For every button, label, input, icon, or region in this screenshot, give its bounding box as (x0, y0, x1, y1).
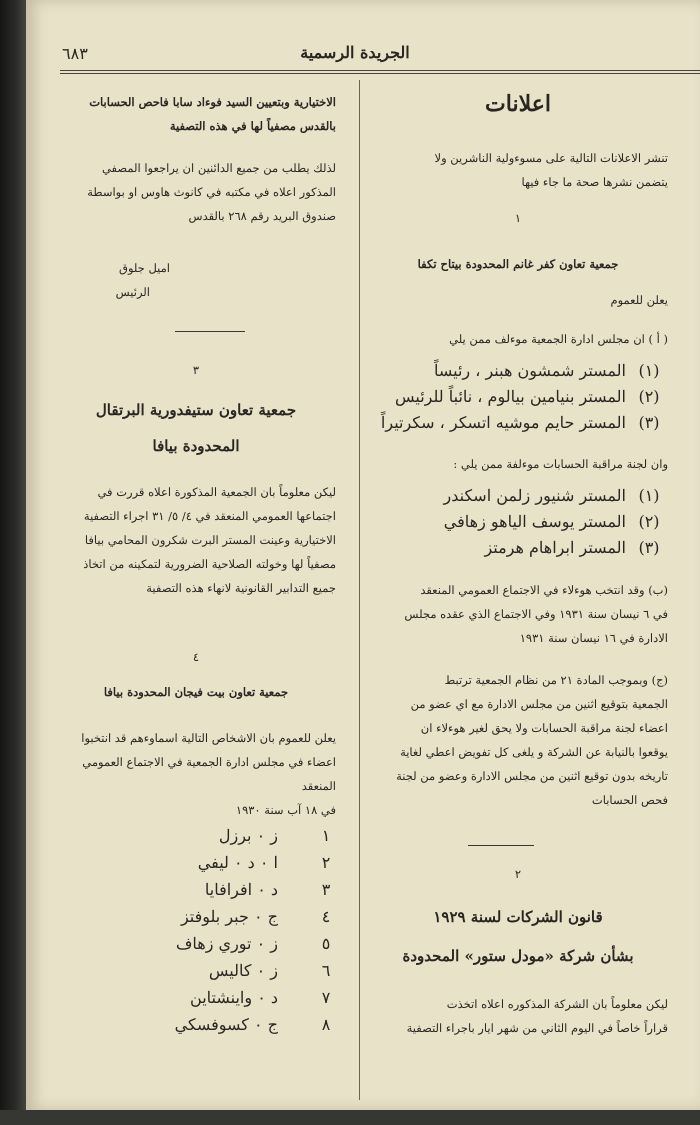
notice-1-number: ١ (514, 211, 522, 225)
item-name: ج ٠ جبر بلوفتز (180, 907, 278, 926)
notice-2-text (368, 992, 668, 1040)
notice-1-heading: جمعية تعاون كفر غانم المحدودة بيتاح تكفا (417, 257, 619, 271)
notice-1-announce: يعلن للعموم (610, 293, 668, 307)
paragraph-line: (ب) وقد انتخب هوءلاء في الاجتماع العمومي المنعقد (420, 583, 668, 597)
paragraph-line: يعلن للعموم بان الاشخاص التالية اسماوءهم قد انتخبوا (81, 731, 336, 745)
paragraph-line: مصفياً لها وخولته الصلاحية الضرورية لتمكينه من اتخاذ (83, 557, 336, 571)
paragraph-line: جميع التدابير القانونية لانهاء هذه التصفية (146, 581, 336, 595)
item-name: المستر شمشون هبنر ، رئيساً (433, 361, 626, 380)
paragraph-line: فحص الحسابات (591, 793, 668, 807)
item-name: ج ٠ كسوفسكي (174, 1015, 278, 1034)
item-number: ٨ (321, 1015, 331, 1034)
notice-2-law: قانون الشركات لسنة ١٩٢٩ (433, 908, 603, 926)
signature-name: اميل جلوق (119, 261, 170, 275)
item-name: ا ٠ د ٠ ليفي (197, 853, 278, 872)
list-item (362, 486, 662, 512)
notice-2-number: ٢ (514, 867, 522, 881)
item-number: ٧ (321, 988, 331, 1007)
notice-3-number: ٣ (192, 363, 200, 377)
list-item (362, 413, 662, 439)
item-number: ٣ (321, 880, 331, 899)
notice-4-number: ٤ (192, 650, 200, 664)
notice-1-board-intro: ( أ ) ان مجلس ادارة الجمعية موءلف ممن يلي (449, 332, 668, 346)
list-item (362, 361, 662, 387)
intro-line-1: تنشر الاعلانات التالية على مسوءولية الناشرين ولا (434, 151, 668, 165)
gazette-title: الجريدة الرسمية (300, 43, 410, 62)
list-item (56, 907, 336, 934)
audit-list (362, 486, 662, 564)
item-name: د ٠ افرافايا (204, 880, 278, 899)
paragraph-line: الجمعية بتوقيع اثنين من مجلس الادارة مع اي عضو من (410, 697, 668, 711)
paragraph-line: الادارة في ١٦ نيسان سنة ١٩٣١ (519, 631, 668, 645)
item-name: ز ٠ كاليس (208, 961, 278, 980)
paragraph-line: (ج) وبموجب المادة ٢١ من نظام الجمعية ترتبط (444, 673, 668, 687)
paragraph-line: اجتماعها العمومي المنعقد في ٤/ ٥/ ٣١ اجراء التصفية (83, 509, 336, 523)
item-name: ز ٠ توري زهاف (175, 934, 278, 953)
continuation-paragraph (56, 90, 336, 138)
signature-title: الرئيس (115, 285, 150, 299)
paragraph-line: اعضاء في مجلس ادارة الجمعية في الاجتماع العمومي المنعقد (82, 755, 336, 793)
audit-intro: وان لجنة مراقبة الحسابات موءلفة ممن يلي : (453, 457, 668, 471)
item-number: ٦ (321, 961, 331, 980)
notice-4-text (56, 726, 336, 822)
list-item (362, 387, 662, 413)
paragraph-line: بالقدس مصفياً لها في هذه التصفية (169, 119, 336, 133)
notice-3-heading-line-2: المحدودة بيافا (152, 437, 240, 455)
notice-3-heading-line-1: جمعية تعاون ستيفدورية البرتقال (95, 401, 297, 419)
item-number: ٢ (321, 853, 331, 872)
item-name: المستر ابراهام هرمتز (484, 538, 626, 557)
page-number: ٦٨٣ (62, 44, 88, 63)
scan-binding-edge (0, 0, 26, 1125)
item-number: ١ (321, 826, 331, 845)
paragraph-line: في ١٨ آب سنة ١٩٣٠ (235, 803, 336, 817)
paragraph-line: صندوق البريد رقم ٢٦٨ بالقدس (188, 209, 336, 223)
paragraph-line: قراراً خاصاً في اليوم الثاني من شهر ايار باجراء التصفية (406, 1021, 668, 1035)
intro-line-2: يتضمن نشرها صحة ما جاء فيها (521, 175, 668, 189)
notice-2-heading: بشأن شركة «مودل ستور» المحدودة (402, 947, 634, 965)
item-number: ٥ (321, 934, 331, 953)
paragraph-line: اعضاء لجنة مراقبة الحسابات ولا يحق لغير هوءلاء ان (420, 721, 668, 735)
item-name: المستر شنيور زلمن اسكندر (443, 486, 626, 505)
item-name: المستر حايم موشيه اتسكر ، سكرتيراً (380, 413, 626, 432)
header-rule-second (60, 73, 700, 74)
paragraph-line: لذلك يطلب من جميع الدائنين ان يراجعوا المصفي (101, 161, 336, 175)
paragraph-b (368, 578, 668, 650)
creditors-paragraph (56, 156, 336, 228)
item-number: (١) (638, 486, 660, 505)
item-name: ز ٠ برزل (218, 826, 278, 845)
list-item (56, 853, 336, 880)
paragraph-line: في ٦ نيسان سنة ١٩٣١ وفي الاجتماع الذي عقده مجلس (404, 607, 668, 621)
list-item (56, 961, 336, 988)
item-number: (٢) (638, 387, 660, 406)
section-separator (468, 845, 534, 846)
paragraph-line: المذكور اعلاه في مكتبه في كانوث هاوس او بواسطة (87, 185, 336, 199)
board-list (362, 361, 662, 439)
notice-3-text (56, 480, 336, 600)
item-number: (٣) (638, 413, 660, 432)
item-number: (٢) (638, 512, 660, 531)
list-item (56, 826, 336, 853)
item-name: المستر بنيامين بيالوم ، نائباً للرئيس (394, 387, 626, 406)
members-list (56, 826, 336, 1042)
list-item (56, 1015, 336, 1042)
list-item (56, 934, 336, 961)
item-name: د ٠ واينشتاين (190, 988, 278, 1007)
item-name: المستر يوسف الياهو زهافي (443, 512, 626, 531)
list-item (56, 880, 336, 907)
paragraph-c (368, 668, 668, 812)
paragraph-line: الاختيارية وبتعيين السيد فوءاد سابا فاحص الحسابات (89, 95, 336, 109)
paragraph-line: تاريخه بدون توقيع اثنين من مجلس الادارة وعضو من لجنة (396, 769, 668, 783)
announcements-title: اعلانات (485, 91, 551, 117)
scan-bottom-edge (0, 1110, 700, 1125)
item-number: ٤ (321, 907, 331, 926)
notice-4-heading: جمعية تعاون بيت فيجان المحدودة بيافا (103, 685, 289, 699)
paragraph-line: ليكن معلوماً بان الجمعية المذكورة اعلاه قررت في (97, 485, 336, 499)
header-rule (60, 70, 700, 71)
paragraph-line: الاختيارية وعينت المستر البرت شكرون المحامي بيافا (84, 533, 336, 547)
signature-block (50, 256, 170, 304)
list-item (56, 988, 336, 1015)
item-number: (٣) (638, 538, 660, 557)
paragraph-line: ليكن معلوماً بان الشركة المذكوره اعلاه اتخذت (446, 997, 668, 1011)
section-separator (175, 331, 245, 332)
column-divider (359, 80, 360, 1100)
list-item (362, 538, 662, 564)
paragraph-line: يوقعوا بالنيابة عن الشركة و يلغى كل تفويض اعطي لغاية (400, 745, 668, 759)
list-item (362, 512, 662, 538)
item-number: (١) (638, 361, 660, 380)
